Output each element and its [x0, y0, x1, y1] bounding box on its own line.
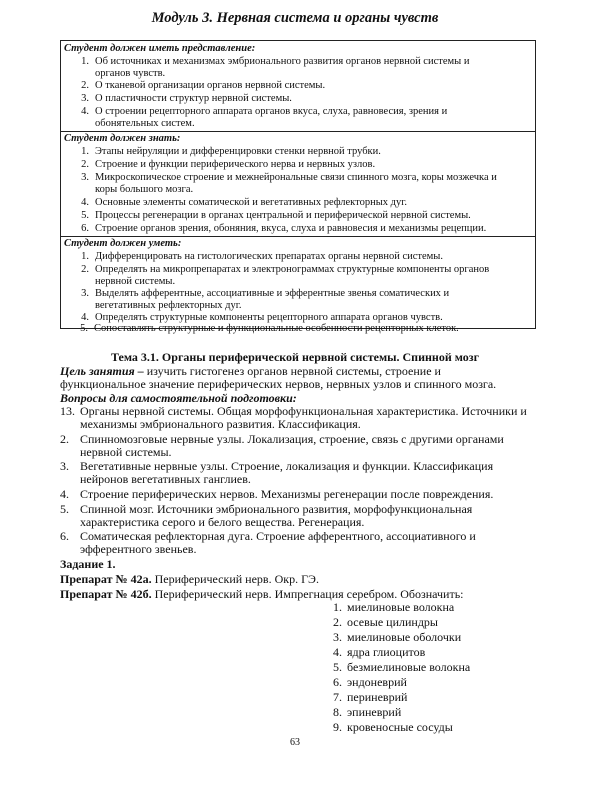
- objectives-heading-know: Студент должен знать:: [64, 133, 181, 144]
- objectives-heading-represent: Студент должен иметь представление:: [64, 43, 256, 54]
- label-list-item: 4. ядра глиоцитов: [333, 645, 426, 659]
- preparation-line: Препарат № 42б. Периферический нерв. Импрегнация серебром. Обозначить:: [60, 587, 464, 601]
- preparation-line: Препарат № 42а. Периферический нерв. Окр. ГЭ.: [60, 572, 319, 586]
- label-list-item: 2. осевые цилиндры: [333, 615, 438, 629]
- label-list-item: 9. кровеносные сосуды: [333, 720, 453, 734]
- objectives-heading-able: Студент должен уметь:: [64, 238, 182, 249]
- section-divider: [61, 131, 535, 132]
- preparation-label: Препарат № 42а.: [60, 572, 152, 586]
- preparation-label: Препарат № 42б.: [60, 587, 152, 601]
- label-list-item: 1. миелиновые волокна: [333, 600, 455, 614]
- label-list-item: 6. эндоневрий: [333, 675, 407, 689]
- module-title: Модуль 3. Нервная система и органы чувств: [151, 10, 439, 26]
- task-heading: Задание 1.: [60, 557, 116, 571]
- label-list-item: 7. периневрий: [333, 690, 408, 704]
- section-divider: [61, 236, 535, 237]
- objectives-box: Студент должен иметь представление: 1. Об источниках и механизмах эмбрионального развития органов нервной системы и органов чувств. 2. О тканевой организации органов нервной системы. 3. О пластичности структур нервной системы. 4. О строении рецепторного аппарата органов вкуса, слуха, равновесия, зрения и обонятельных систем. Студент должен знать: 1. Этапы нейруляции и дифференцировки стенки нервной трубки. 2. Строение и функции периферического нерва и нервных узлов. 3. Микроскопическое строение и межнейрональные связи спинного мозга, коры мозжечка и коры большого мозга. 4. Основные элементы соматической и вегетативных рефлекторных дуг. 5. Процессы регенерации в органах центральной и периферической нервной системы. 6. Строение органов зрения, обоняния, вкуса, слуха и равновесия и механизмы рецепции. Студент должен уметь: 1. Дифференцировать на гистологических препаратах органы нервной системы. 2. Определять на микропрепаратах и электронограммах структурные компоненты органов нервной системы. 3. Выделять афферентные, ассоциативные и эфферентные звенья соматических и вегетативных рефлекторных дуг. 4. Определять структурные компоненты рецепторного аппарата органов чувств.: [60, 40, 536, 329]
- page-number: 63: [290, 737, 300, 748]
- label-list-item: 3. миелиновые оболочки: [333, 630, 462, 644]
- lesson-goal: Цель занятия – изучить гистогенез органов нервной системы, строение и функциональное значение периферических нервов, нервных узлов и спинного мозга.: [60, 364, 497, 391]
- document-page: Модуль 3. Нервная система и органы чувств Студент должен иметь представление: 1. Об источниках и механизмах эмбрионального развития органов нервной системы и органов чувств. 2. О тканевой организации органов нервной системы. 3. О пластичности структур нервной системы. 4. О строении рецепторного аппарата органов вкуса, слуха, равновесия, зрения и обонятельных систем. Студент должен знать: 1. Этапы нейруляции и дифференцировки стенки нервной трубки. 2. Строение и функции периферического нерва и нервных узлов. 3. Микроскопическое строение и межнейрональные связи спинного мозга, коры мозжечка и коры большого мозга. 4. Основные элементы соматической и вегетативных рефлекторных дуг. 5. Процессы регенерации в органах центральной и периферической нервной системы. 6. Строение органов зрения, обоняния, вкуса, слуха и равновесия и механизмы рецепции. Студент должен уметь: 1. Дифференцировать на гистологических препаратах органы нервной системы. 2. Определять на микропрепаратах и электронограммах структурные компоненты органов нервной системы. 3. Выделять афферентные, ассоциативные и эфферентные звенья соматических и вегетативных рефлекторных дуг. 4. Определять структурные компоненты рецепторного аппарата органов чувств. 5. Сопоставлять структурные и функциональные особенности рецепторных клеток. Тема 3.1. Органы периферической нервной системы. Спинной мозг Цель занятия – изучить гистогенез органов нервной системы, строение и функциональное значение периферических нервов, нервных узлов и спинного мозга. Вопросы для самостоятельной подготовки: 13. Органы нервной системы. Общая морфофункциональная характеристика. Источники и механизмы эмбрионального развития. Классификация. 2. Спинномозговые нервные узлы. Локализация, строение, связь с другими органами нервной системы. 3. Вегетативные нервные узлы. Строение, локализация и функции. Классификация нейронов вегетативных ганглиев. 4. Строение периферических нервов. Механизмы регенерации после повреждения. 5. Спинной мозг. Источники эмбрионального развития, морфофункциональная характеристика серого и белого вещества. Регенерация. 6. Соматическая рефлекторная дуга. Строение афферентного, ассоциативного и эфферентного звеньев. Задание 1. Препарат № 42а. Периферический нерв. Окр. ГЭ. Препарат № 42б. Периферический нерв. Импрегнация серебром. Обозначить: 1. миелиновые волокна 2. осевые цилиндры 3. миелиновые оболочки 4. ядра глиоцитов 5. безмиелиновые волокна 6. эндоневрий 7. периневрий 8. эпиневрий 9. кровеносные сосуды 63: [0, 0, 590, 791]
- theme-title: Тема 3.1. Органы периферической нервной системы. Спинной мозг: [110, 350, 480, 364]
- label-list-item: 8. эпиневрий: [333, 705, 402, 719]
- label-list-item: 5. безмиелиновые волокна: [333, 660, 471, 674]
- questions-heading: Вопросы для самостоятельной подготовки:: [60, 391, 297, 405]
- goal-label: Цель занятия: [60, 364, 135, 378]
